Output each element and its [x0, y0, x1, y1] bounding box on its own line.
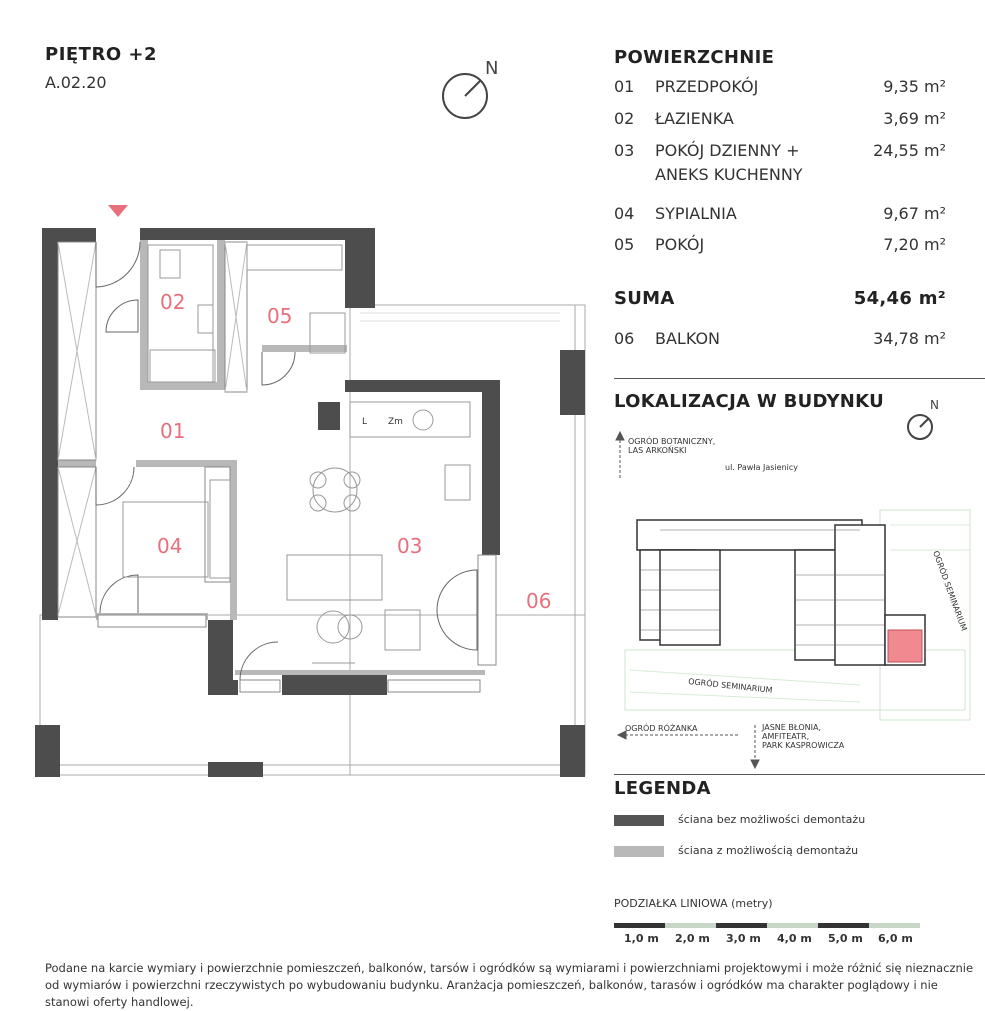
sum-value: 54,46 m² [853, 288, 946, 309]
scale-label: 5,0 m [828, 932, 863, 945]
room-label-05: 05 [267, 304, 293, 328]
divider [614, 378, 985, 379]
legend-label-structural: ściana bez możliwości demontażu [678, 813, 866, 826]
sum-label: SUMA [614, 288, 675, 309]
room-label-03: 03 [397, 534, 423, 558]
room-label-04: 04 [157, 534, 183, 558]
room-label-02: 02 [160, 290, 186, 314]
svg-text:JASNE BŁONIA, AMFITEATR,: JASNE BŁONIA, AMFITEATR, PARK KASPROWICZA [762, 723, 845, 750]
arrow-left-label: OGRÓD RÓŻANKA [625, 724, 698, 733]
svg-text:OGRÓD BOTANICZNY, LAS ARKO: OGRÓD BOTANICZNY, LAS ARKOŃSKI [628, 437, 716, 455]
divider [614, 774, 985, 775]
area-name: ŁAZIENKA [655, 109, 734, 128]
legend-swatch-partition [614, 846, 664, 857]
area-no: 06 [614, 329, 635, 348]
compass-icon [435, 50, 510, 130]
kitchen-freezer-label: Zm [388, 417, 403, 427]
area-name: POKÓJ DZIENNY + ANEKS KUCHENNY [655, 141, 803, 184]
area-name: BALKON [655, 329, 721, 348]
scale-label: 3,0 m [726, 932, 761, 945]
area-no: 05 [614, 235, 635, 254]
area-row-02 [614, 109, 946, 133]
disclaimer: Podane na karcie wymiary i powierzchnie pomieszczeń, balkonów, tarsów i ogródków są wymiarami i powierzchniami projektowymi i może różnić się nieznacznie od wymiarów i powierzchni rzeczywistych po wybudowaniu budynku. Aranżacja pomieszczeń, balkonów, tarasów i ogródków ma charakter poglądowy i nie stanowi oferty handlowej. [45, 961, 974, 1009]
legend-title: LEGENDA [614, 778, 711, 799]
area-row-05 [614, 235, 946, 259]
legend-label-partition: ściana z możliwością demontażu [678, 844, 859, 857]
area-name: POKÓJ [655, 235, 705, 254]
area-row-01 [614, 77, 946, 101]
garden-right-label: OGRÓD SEMINARIUM [931, 549, 969, 633]
balcony-hatch [360, 313, 560, 321]
floor-title: PIĘTRO +2 [45, 44, 157, 65]
scale-bar [614, 921, 924, 931]
location-title: LOKALIZACJA W BUDYNKU [614, 391, 884, 412]
location-compass-n: N [930, 398, 939, 412]
balcony-outline [40, 305, 585, 775]
compass-n-label: N [485, 58, 499, 79]
area-value: 9,67 m² [883, 204, 946, 223]
scale-title: PODZIAŁKA LINIOWA (metry) [614, 897, 773, 910]
room-label-01: 01 [160, 419, 186, 443]
area-no: 04 [614, 204, 635, 223]
unit-number: A.02.20 [45, 73, 107, 92]
area-value: 3,69 m² [883, 109, 946, 128]
room-label-06: 06 [526, 589, 552, 613]
area-value: 34,78 m² [873, 329, 946, 348]
area-name: PRZEDPOKÓJ [655, 77, 759, 96]
scale-label: 6,0 m [878, 932, 913, 945]
floor-plan [0, 195, 600, 795]
legend-swatch-structural [614, 815, 664, 826]
scale-label: 1,0 m [624, 932, 659, 945]
area-value: 24,55 m² [873, 141, 946, 160]
entrance-marker-icon [108, 205, 128, 217]
kitchen-fridge-label: L [362, 417, 368, 427]
location-map [600, 430, 985, 770]
area-name: SYPIALNIA [655, 204, 737, 223]
areas-title: POWIERZCHNIE [614, 47, 775, 68]
area-no: 02 [614, 109, 635, 128]
unit-highlight [888, 630, 922, 662]
area-row-03 [614, 141, 946, 191]
area-row-06 [614, 329, 946, 353]
scale-label: 4,0 m [777, 932, 812, 945]
street-label: ul. Pawła Jasienicy [725, 463, 799, 472]
garden-bottom-label: OGRÓD SEMINARIUM [687, 677, 773, 695]
area-value: 7,20 m² [883, 235, 946, 254]
area-row-04 [614, 204, 946, 228]
area-value: 9,35 m² [883, 77, 946, 96]
area-no: 03 [614, 141, 635, 160]
scale-label: 2,0 m [675, 932, 710, 945]
area-no: 01 [614, 77, 635, 96]
